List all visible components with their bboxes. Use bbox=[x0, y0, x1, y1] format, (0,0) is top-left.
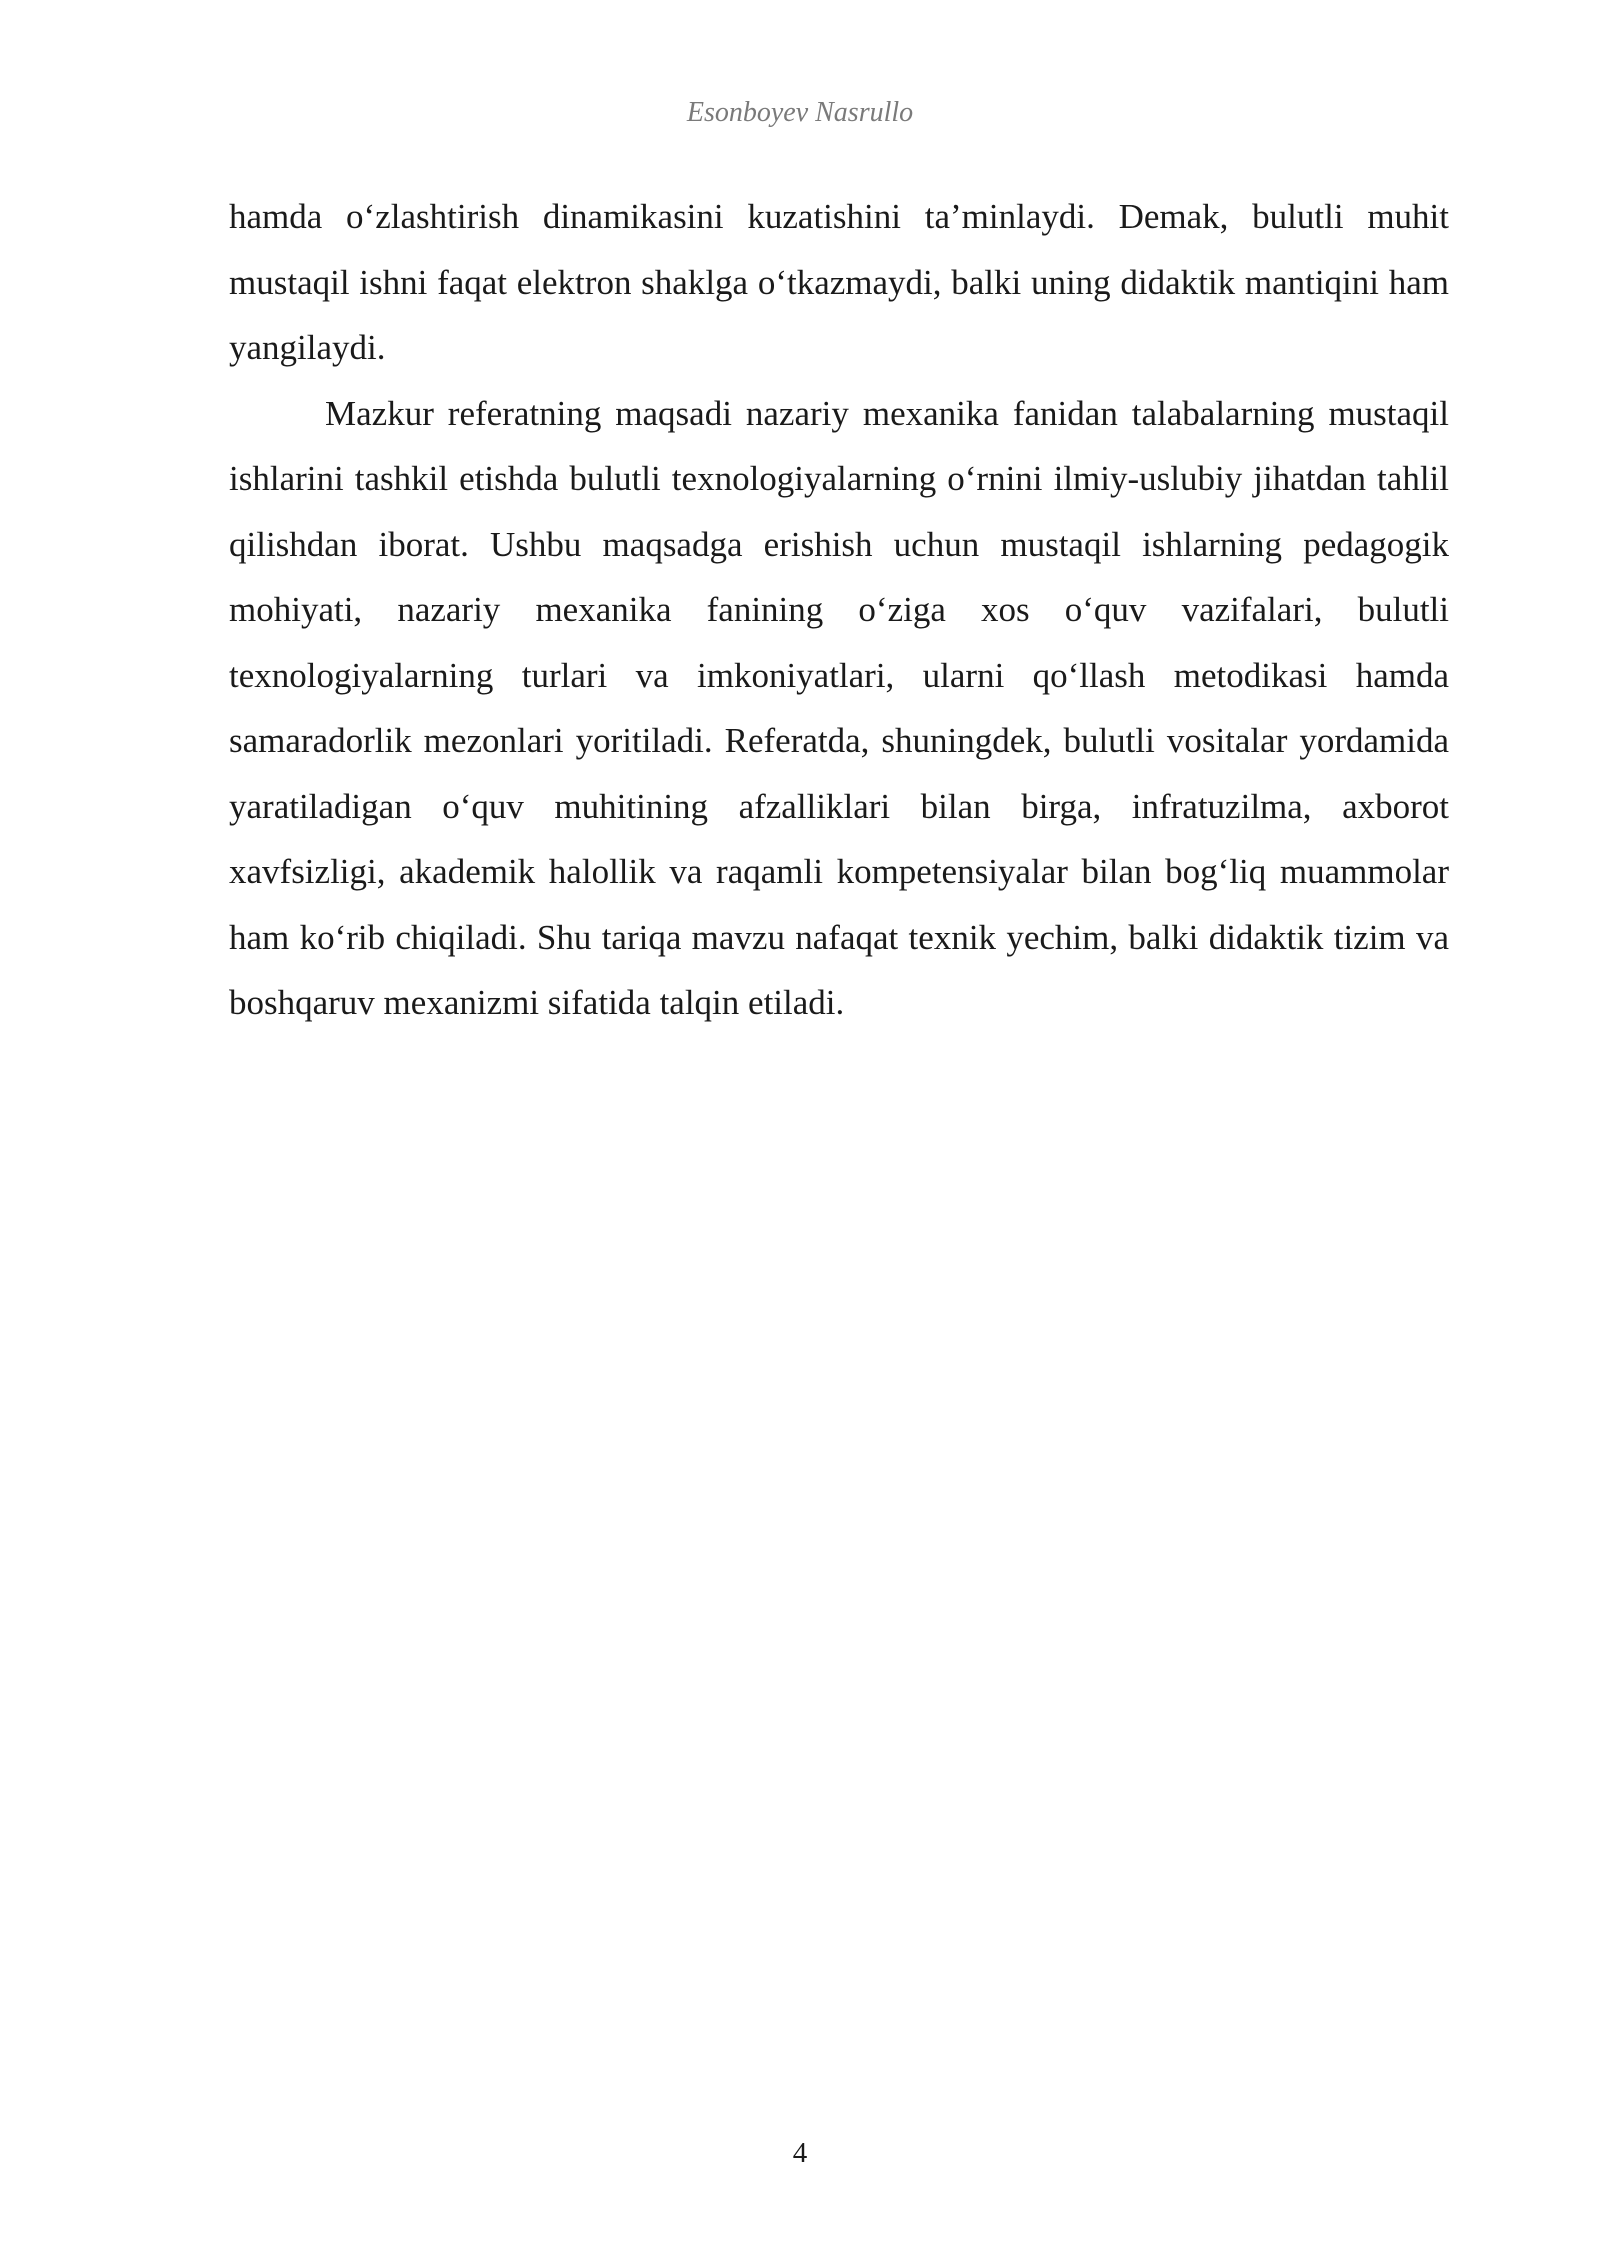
paragraph-1: hamda o‘zlashtirish dinamikasini kuzatishini ta’minlaydi. Demak, bulutli muhit mustaqil ishni faqat elektron shaklga o‘tkazmaydi, balki uning didaktik mantiqini ham yangilaydi. bbox=[229, 197, 1449, 367]
page-header-author: Esonboyev Nasrullo bbox=[686, 97, 914, 128]
paragraph-2: Mazkur referatning maqsadi nazariy mexanika fanidan talabalarning mustaqil ishlarini tashkil etishda bulutli texnologiyalarning o‘rnini ilmiy-uslubiy jihatdan tahlil qilishdan iborat. Ushbu maqsadga erishish uchun mustaqil ishlarning pedagogik mohiyati, nazariy mexanika fanining o‘ziga xos o‘quv vazifalari, bulutli texnologiyalarning turlari va imkoniyatlari, ularni qo‘llash metodikasi hamda samaradorlik mezonlari yoritiladi. Referatda, shuningdek, bulutli vositalar yordamida yaratiladigan o‘quv muhitining afzalliklari bilan birga, infratuzilma, axborot xavfsizligi, akademik halollik va raqamli kompetensiyalar bilan bog‘liq muammolar ham ko‘rib chiqiladi. Shu tariqa mavzu nafaqat texnik yechim, balki didaktik tizim va boshqaruv mexanizmi sifatida talqin etiladi. bbox=[229, 393, 1449, 1022]
document-body bbox=[229, 184, 1449, 1036]
page-number: 4 bbox=[792, 2137, 808, 2169]
